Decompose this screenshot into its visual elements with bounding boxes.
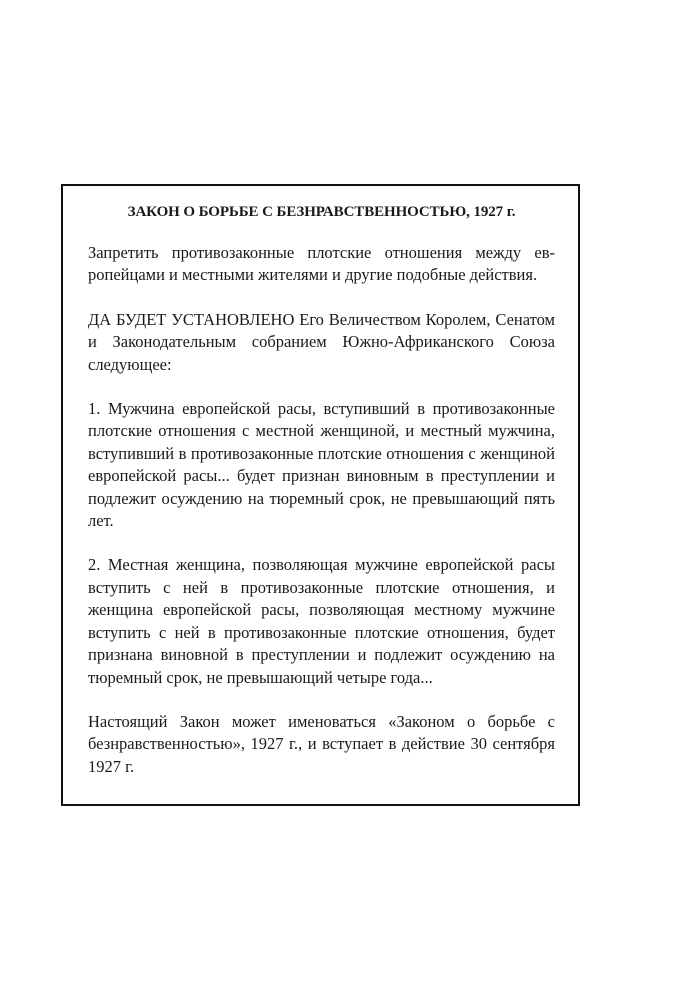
paragraph-enactment: ДА БУДЕТ УСТАНОВЛЕНО Его Величеством Королем, Сенатом и Законодательным собранием Южно-Африканского Союза следующее: [88, 309, 555, 374]
law-text-box [61, 184, 580, 806]
paragraph-section-2: 2. Местная женщина, позволяющая мужчине европейской расы вступить с ней в противозаконные плотские отношения, и женщина европейской расы, позволяющая местному мужчине вступить с ней в противозаконные плотские отношения, будет признана виновной в преступлении и подлежит осуждению на тюремный срок, не превышающий четыре года... [88, 555, 555, 687]
paragraph-preamble: Запретить противозаконные плотские отношения между европейцами и местными жителями и другие подобные действия. [88, 243, 555, 285]
paragraph-short-title: Настоящий Закон может именоваться «Законом о борьбе с безнравственностью», 1927 г., и вступает в действие 30 сентября 1927 г. [88, 711, 555, 776]
paragraph-section-1: 1. Мужчина европейской расы, вступивший в противозаконные плотские отношения с местной женщиной, и местный мужчина, вступивший в противозаконные плотские отношения с женщиной европейской расы... будет признан виновным в преступлении и подлежит осуждению на тюремный срок, не превышающий пять лет. [88, 399, 555, 531]
law-title: ЗАКОН О БОРЬБЕ С БЕЗНРАВСТВЕННОСТЬЮ, 1927 г. [127, 204, 516, 220]
